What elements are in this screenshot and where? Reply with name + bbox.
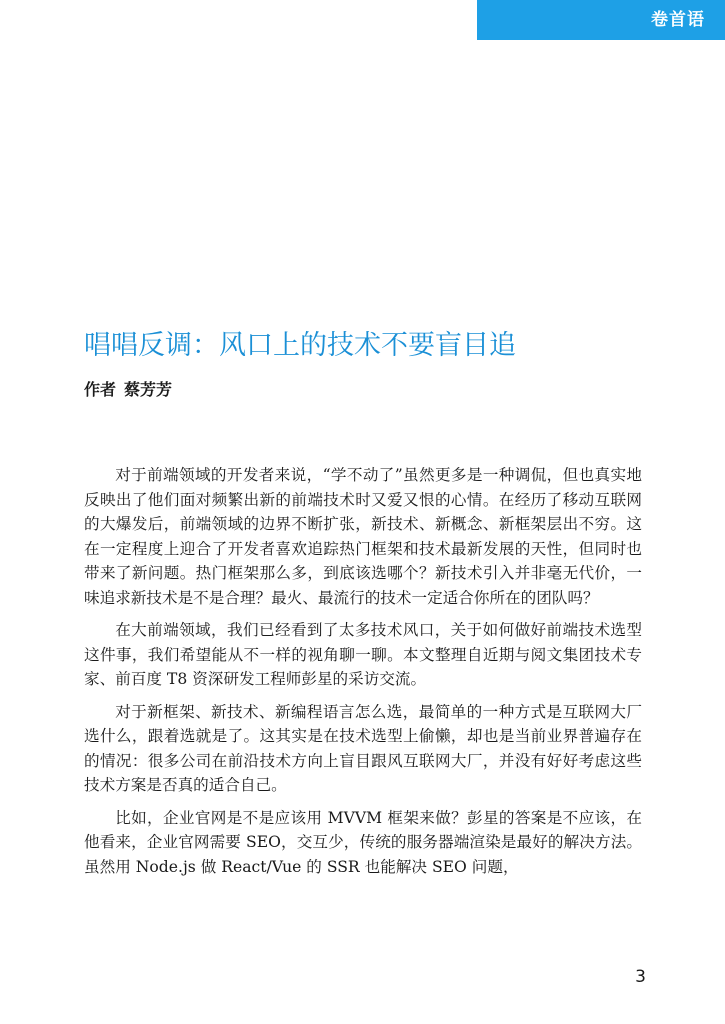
article-title: 唱唱反调：风口上的技术不要盲目追 xyxy=(84,330,516,361)
byline xyxy=(84,379,172,401)
body-paragraph: 对于前端领域的开发者来说，“学不动了”虽然更多是一种调侃，但也真实地反映出了他们面对频繁出新的前端技术时又爱又恨的心情。在经历了移动互联网的大爆发后，前端领域的边界不断扩张，新技术、新概念、新框架层出不穷。这在一定程度上迎合了开发者喜欢追踪热门框架和技术最新发展的天性，但同时也带来了新问题。热门框架那么多，到底该选哪个？新技术引入并非毫无代价，一味追求新技术是不是合理？最火、最流行的技术一定适合你所在的团队吗？ xyxy=(84,466,642,607)
section-label: 卷首语 xyxy=(651,10,705,30)
section-tab xyxy=(477,0,725,40)
author-name: 蔡芳芳 xyxy=(124,380,173,399)
body-paragraph: 对于新框架、新技术、新编程语言怎么选，最简单的一种方式是互联网大厂选什么，跟着选就是了。这其实是在技术选型上偷懒，却也是当前业界普遍存在的情况：很多公司在前沿技术方向上盲目跟风互联网大厂，并没有好好考虑这些技术方案是否真的适合自己。 xyxy=(84,702,642,794)
author-prefix: 作者 xyxy=(84,380,117,399)
body-paragraph: 比如，企业官网是不是应该用 MVVM 框架来做？彭星的答案是不应该，在他看来，企业官网需要 SEO，交互少，传统的服务器端渲染是最好的解决方法。虽然用 Node.js 做 React/Vue 的 SSR 也能解决 SEO 问题， xyxy=(84,808,642,876)
page-number: 3 xyxy=(635,967,646,987)
body-paragraph: 在大前端领域，我们已经看到了太多技术风口，关于如何做好前端技术选型这件事，我们希望能从不一样的视角聊一聊。本文整理自近期与阅文集团技术专家、前百度 T8 资深研发工程师彭星的采访交流。 xyxy=(84,621,642,688)
article-body xyxy=(84,463,642,887)
